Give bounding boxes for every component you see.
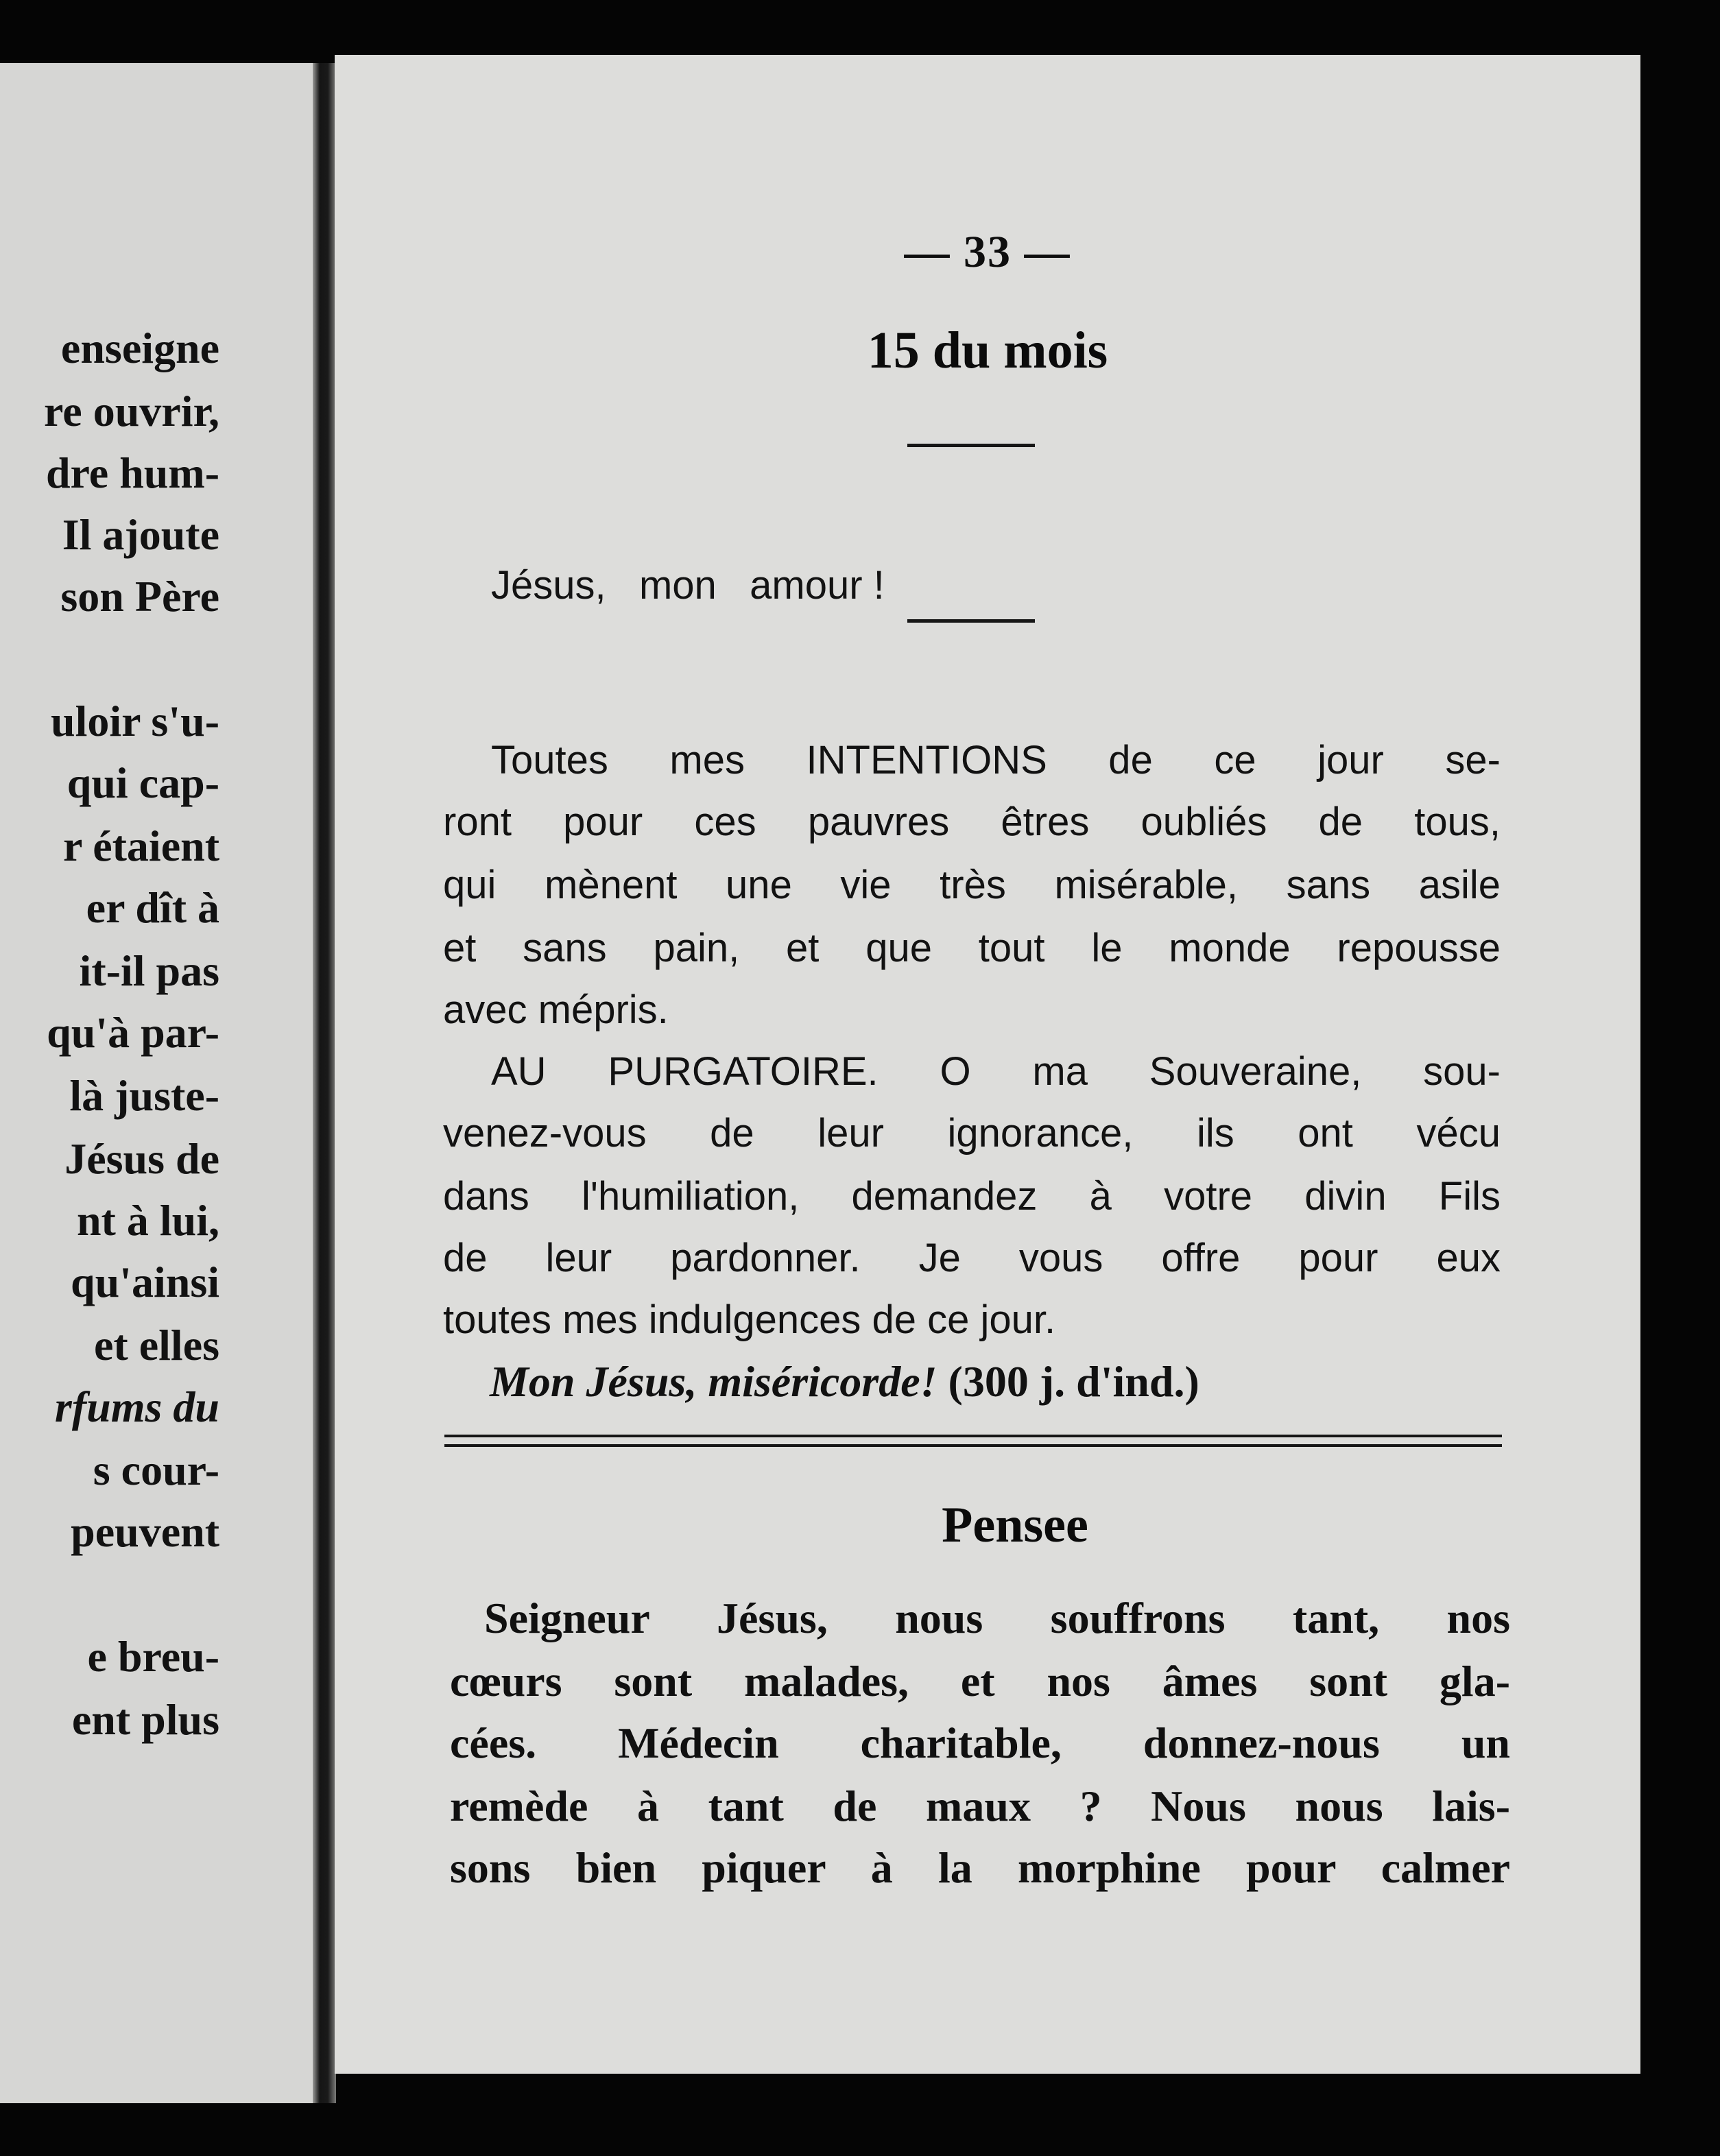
indulgence-note: (300 j. d'ind.) — [948, 1357, 1199, 1406]
text-line: son Père — [60, 572, 219, 621]
double-rule-lower — [444, 1444, 1502, 1447]
text-line: qu'ainsi — [70, 1258, 219, 1306]
text-line: it-il pas — [79, 946, 219, 995]
text-line: toutes mes indulgences de ce jour. — [443, 1297, 1056, 1342]
book-gutter — [313, 63, 336, 2103]
text-line: venez-vous de leur ignorance, ils ont vécu — [443, 1111, 1501, 1155]
short-rule-bottom — [907, 619, 1035, 623]
text-line: er dît à — [86, 883, 219, 932]
short-rule-top — [907, 444, 1035, 447]
thought-heading: Pensee — [942, 1497, 1088, 1553]
text-line: et sans pain, et que tout le monde repousse — [443, 926, 1501, 970]
text-line: re ouvrir, — [44, 387, 219, 435]
text-line: de leur pardonner. Je vous offre pour eux — [443, 1236, 1501, 1280]
text-line: enseigne — [60, 324, 219, 372]
text-line: remède à tant de maux ? Nous nous lais- — [450, 1782, 1510, 1830]
text-line: rfums du — [54, 1382, 219, 1431]
text-line: cées. Médecin charitable, donnez-nous un — [450, 1718, 1510, 1767]
text-line: AU PURGATOIRE. O ma Souveraine, sou- — [491, 1049, 1501, 1094]
text-line: Il ajoute — [62, 510, 219, 559]
text-line: avec mépris. — [443, 987, 669, 1032]
text-line: Toutes mes INTENTIONS de ce jour se- — [491, 738, 1501, 782]
text-line: nt à lui, — [76, 1196, 219, 1245]
text-line: ent plus — [71, 1695, 219, 1744]
text-line: qu'à par- — [47, 1008, 219, 1057]
text-line: là juste- — [69, 1071, 219, 1120]
text-line: s cour- — [93, 1446, 219, 1494]
text-line: uloir s'u- — [51, 697, 219, 745]
text-line: r étaient — [62, 822, 219, 870]
text-line: e breu- — [87, 1632, 219, 1681]
text-line: et elles — [94, 1321, 219, 1369]
ejaculation-text: Jésus, mon amour ! — [491, 563, 885, 608]
text-line: peuvent — [71, 1507, 219, 1556]
text-line: qui mènent une vie très misérable, sans asile — [443, 863, 1501, 907]
page-number: — 33 — — [904, 227, 1071, 277]
left-facing-page — [0, 63, 322, 2103]
right-page — [335, 55, 1640, 2074]
text-line: dans l'humiliation, demandez à votre divin Fils — [443, 1174, 1501, 1219]
text-line: sons bien piquer à la morphine pour calmer — [450, 1843, 1510, 1892]
text-line: cœurs sont malades, et nos âmes sont gla- — [450, 1657, 1510, 1705]
page-title: 15 du mois — [867, 322, 1108, 379]
text-line: ront pour ces pauvres êtres oubliés de tous, — [443, 800, 1501, 844]
text-line: dre hum- — [45, 448, 219, 497]
invocation-italic: Mon Jésus, miséricorde! — [490, 1357, 937, 1406]
text-line: Seigneur Jésus, nous souffrons tant, nos — [484, 1594, 1510, 1642]
invocation-line — [490, 1356, 1199, 1407]
text-line: Jésus de — [64, 1134, 219, 1183]
double-rule-upper — [444, 1435, 1502, 1437]
text-line: qui cap- — [67, 758, 219, 807]
